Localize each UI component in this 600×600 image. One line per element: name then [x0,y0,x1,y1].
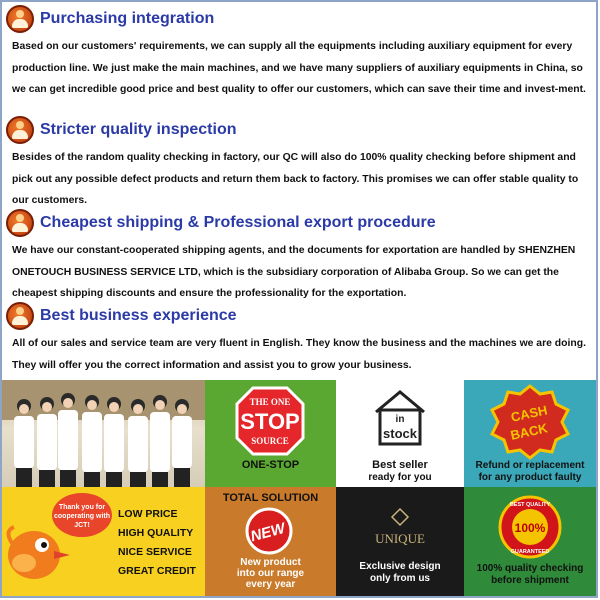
section-text: Based on our customers' requirements, we can supply all the equipments including auxiliary equipment for every production line. We just make the main machines, and we have many suppliers of auxiliary equipments in China, so we can get incredible good price and best quality to offer our customers, which can save their time and invest-ment. [12,41,586,95]
benefits-tile [2,487,205,596]
quality-tile [464,487,596,596]
benefit-item: HIGH QUALITY [118,527,194,539]
stop-sign-bot: SOURCE [251,436,289,446]
quality-line2: before shipment [491,575,569,586]
section-title: Best business experience [40,307,237,324]
new-product-line1: New product [240,557,301,568]
stock-badge-top: in [395,414,405,425]
unique-line2: only from us [369,573,430,584]
team-badge-icon [6,209,34,237]
best-seller-tile [336,380,464,487]
unique-tile [336,487,464,596]
team-photo-illustration [2,380,205,487]
total-solution-header: TOTAL SOLUTION [222,492,319,504]
team-photo [2,380,205,487]
stop-sign-mid: STOP [240,409,300,434]
best-seller-line2: ready for you [368,472,432,483]
section-header-purchasing [6,5,214,33]
cash-back-tile [464,380,596,487]
section-text: Besides of the random quality checking in factory, our QC will also do 100% quality checking before shipment and pick out any possible defect products and return them back to factory. This promises we can offer stable quality to our customers. [12,152,579,206]
new-product-line3: every year [245,579,296,590]
benefit-item: LOW PRICE [118,508,178,520]
quality-line1: 100% quality checking [476,563,584,574]
section-title: Stricter quality inspection [40,121,237,138]
unique-logo-text: UNIQUE [375,531,425,546]
bubble-line2: cooperating with [54,513,110,520]
bubble-line3: JCT! [74,522,90,529]
section-text: All of our sales and service team are very fluent in English. They know the business and the machines we are doing. They will offer you the correct information and assist you to grow your business. [12,338,586,371]
cash-back-bot: BACK [509,420,549,443]
unique-line1: Exclusive design [359,561,441,572]
benefit-item: GREAT CREDIT [118,565,196,577]
quality-seal-center: 100% [514,521,546,535]
one-stop-caption: ONE-STOP [241,459,300,471]
cash-back-top: CASH [509,402,549,425]
best-seller-line1: Best seller [372,459,428,471]
benefit-item: NICE SERVICE [118,546,192,558]
quality-seal-bot: GUARANTEED [510,549,550,555]
team-badge-icon [6,302,34,330]
section-title: Purchasing integration [40,10,215,27]
quality-seal-top: BEST QUALITY [509,502,551,508]
section-header-shipping [6,209,436,237]
section-header-quality-inspection [6,116,236,144]
section-text: We have our constant-cooperated shipping agents, and the documents for exportation are handled by SHENZHEN ONETOUCH BUSINESS SERVICE LTD, which is the subsidiary corporation of Alibaba Group. So we can get the cheapest shipping discounts and ensure the professionality for the exportation. [12,245,576,299]
cash-back-line1: Refund or replacement [475,460,585,471]
stop-sign-top: THE ONE [249,397,291,407]
new-product-line2: into our range [236,568,305,579]
bubble-line1: Thank you for [58,504,106,511]
stock-badge-bot: stock [383,426,417,441]
benefits-list [118,505,196,581]
section-header-experience [6,302,237,330]
team-badge-icon [6,116,34,144]
new-product-tile [205,487,336,596]
team-badge-icon [6,5,34,33]
cash-back-line2: for any product faulty [478,472,582,483]
section-title: Cheapest shipping & Professional export procedure [40,214,436,231]
bird-mascot-icon [2,487,112,596]
new-badge-text: NEW [248,519,287,546]
one-stop-tile [205,380,336,487]
